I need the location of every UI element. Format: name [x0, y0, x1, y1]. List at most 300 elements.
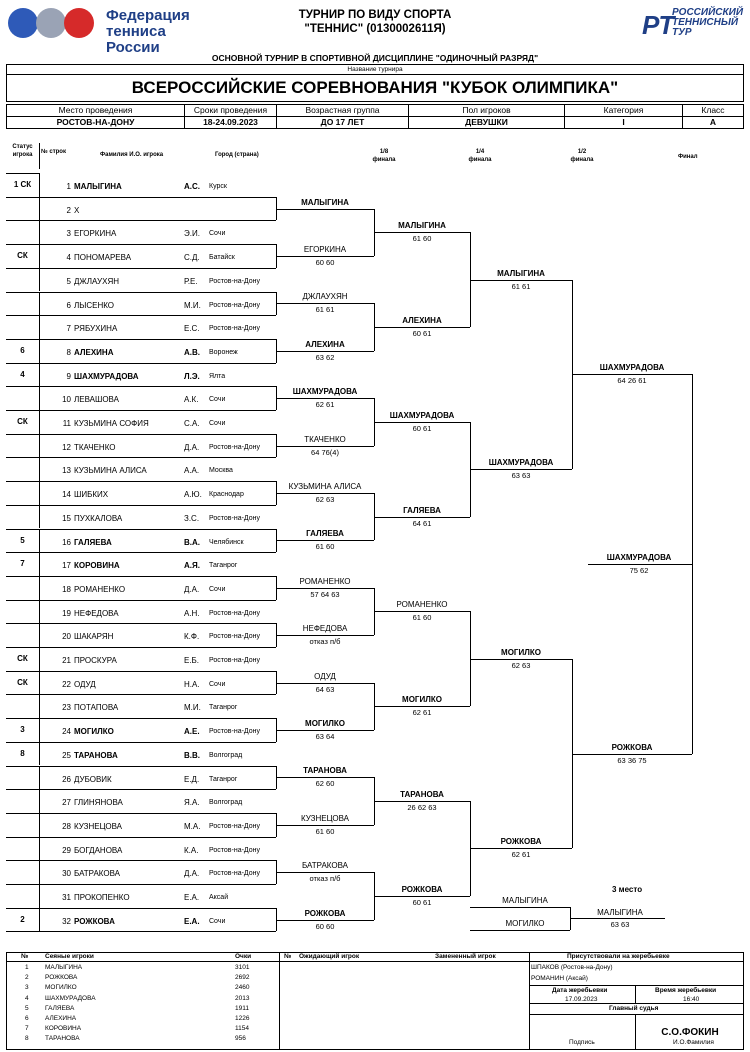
player-line-number: 14: [62, 490, 71, 500]
col-qf: 1/4 финала: [468, 149, 492, 163]
player-status: 2: [6, 908, 40, 932]
player-city: Сочи: [209, 917, 226, 925]
draw-date: 17.09.2023: [565, 996, 598, 1003]
player-line-number: 4: [66, 253, 71, 263]
player-city: Ростов-на-Дону: [209, 514, 260, 522]
col-sf: 1/2 финала: [570, 149, 594, 163]
player-city: Таганрог: [209, 704, 238, 712]
player-name: ГАЛЯЕВА: [74, 537, 112, 547]
player-row: [6, 197, 276, 221]
player-status: 7: [6, 552, 40, 576]
third-place-player1: МАЛЫГИНА: [502, 896, 548, 905]
draw-time: 16:40: [683, 996, 700, 1003]
qf-score: 60 61: [412, 329, 432, 339]
player-name: ШАКАРЯН: [74, 632, 114, 642]
player-row: [6, 552, 276, 576]
r16-winner: ОДУД: [314, 671, 336, 681]
sf-winner: ШАХМУРАДОВА: [488, 458, 554, 468]
r16-winner: ДЖЛАУХЯН: [302, 292, 348, 302]
player-line-number: 25: [62, 750, 71, 760]
info-label-place: Место проведения: [7, 105, 185, 116]
seed-points: 1226: [235, 1015, 250, 1022]
player-status: [6, 268, 40, 292]
r16-winner: МОГИЛКО: [305, 718, 345, 728]
player-status: [6, 837, 40, 861]
r16-winner: ЕГОРКИНА: [303, 244, 347, 254]
player-status: 6: [6, 339, 40, 363]
rtt-logo: [642, 6, 742, 42]
player-row: [6, 766, 276, 790]
player-status: СК: [6, 671, 40, 695]
r16-score: 62 61: [315, 400, 335, 410]
r16-score: отказ п/б: [309, 637, 341, 647]
player-name: НЕФЕДОВА: [74, 608, 119, 618]
player-city: Батайск: [209, 254, 235, 262]
player-line-number: 2: [66, 205, 71, 215]
player-name: ТКАЧЕНКО: [74, 442, 116, 452]
qf-winner: МАЛЫГИНА: [398, 221, 446, 231]
r16-score: 61 60: [315, 542, 335, 552]
r16-score: 62 60: [315, 779, 335, 789]
qf-winner: ТАРАНОВА: [400, 790, 444, 800]
r16-winner: МАЛЫГИНА: [301, 197, 349, 207]
player-line-number: 23: [62, 703, 71, 713]
champion-score: 75 62: [629, 566, 649, 576]
player-status: [6, 481, 40, 505]
player-status: [6, 220, 40, 244]
qf-score: 61 60: [412, 613, 432, 623]
player-row: [6, 173, 276, 197]
player-line-number: 27: [62, 798, 71, 808]
champion-name: ШАХМУРАДОВА: [606, 553, 672, 563]
player-row: [6, 742, 276, 766]
player-initials: М.И.: [184, 300, 201, 310]
player-city: Ростов-на-Дону: [209, 443, 260, 451]
player-line-number: 32: [62, 916, 71, 926]
player-city: Ростов-на-Дону: [209, 728, 260, 736]
r16-score: 60 60: [315, 257, 335, 267]
player-row: [6, 694, 276, 718]
final-score: 63 36 75: [617, 755, 647, 765]
player-line-number: 11: [62, 419, 71, 428]
player-name: МОГИЛКО: [74, 727, 114, 737]
r16-winner: КУЗНЕЦОВА: [301, 813, 349, 823]
col-name: Фамилия И.О. игрока: [100, 152, 164, 158]
tennis-ball-icon: [8, 8, 38, 38]
info-value-class: А: [709, 117, 717, 127]
player-city: Волгоград: [209, 799, 243, 807]
player-line-number: 9: [66, 371, 71, 381]
r16-winner: РОЖКОВА: [304, 908, 346, 918]
player-line-number: 6: [66, 300, 71, 310]
player-initials: Е.Д.: [184, 774, 200, 784]
player-initials: В.А.: [184, 537, 200, 547]
qf-score: 64 61: [412, 518, 432, 528]
present-header: Присутствовали на жеребьевке: [567, 953, 670, 960]
player-city: Ялта: [209, 372, 226, 380]
player-line-number: 7: [66, 324, 71, 334]
third-place-label: 3 место: [612, 885, 643, 894]
player-city: Волгоград: [209, 751, 243, 759]
player-status: СК: [6, 244, 40, 268]
player-name: ОДУД: [74, 679, 96, 689]
player-line-number: 13: [62, 466, 71, 476]
player-name: АЛЕХИНА: [74, 347, 114, 357]
info-value-gender: ДЕВУШКИ: [409, 117, 565, 128]
federation-logo: [8, 6, 223, 56]
tournament-line2: "ТЕННИС" (0130002611Я): [304, 23, 446, 35]
player-line-number: 19: [62, 608, 71, 618]
player-city: Сочи: [209, 420, 226, 427]
player-initials: К.А.: [184, 845, 199, 855]
player-initials: Е.А.: [184, 916, 200, 926]
player-line-number: 29: [62, 845, 71, 855]
player-line-number: 15: [62, 513, 71, 523]
rtt-line3: ТУР: [672, 27, 692, 38]
info-value-place: РОСТОВ-НА-ДОНУ: [7, 117, 185, 128]
player-initials: М.И.: [184, 703, 201, 713]
player-name: КУЗЬМИНА СОФИЯ: [74, 419, 149, 428]
player-initials: Л.Э.: [184, 371, 200, 381]
seed-points: 1911: [235, 1004, 249, 1012]
player-line-number: 16: [62, 537, 71, 547]
qf-winner: МОГИЛКО: [402, 695, 442, 705]
seed-name: ТАРАНОВА: [45, 1035, 80, 1043]
federation-line1: Федерация: [106, 7, 190, 24]
third-place-score: 63 63: [610, 920, 630, 929]
player-city: Ростов-на-Дону: [209, 633, 260, 641]
seed-points: 3101: [235, 964, 250, 971]
player-initials: Я.А.: [184, 798, 200, 808]
player-initials: С.А.: [184, 419, 200, 428]
player-status: [6, 600, 40, 624]
player-city: Ростов-на-Дону: [209, 301, 260, 309]
player-line-number: 24: [62, 727, 71, 737]
seed-name: МОГИЛКО: [45, 984, 77, 992]
player-initials: А.Н.: [184, 608, 200, 618]
info-table: [6, 104, 744, 129]
player-name: МАЛЫГИНА: [74, 182, 122, 191]
player-name: ПРОКОПЕНКО: [74, 893, 130, 902]
player-name: Х: [74, 205, 80, 215]
player-row: [6, 434, 276, 458]
seed-points: 2460: [235, 984, 250, 992]
waiting-num-header: №: [284, 953, 292, 960]
player-row: [6, 718, 276, 742]
player-status: [6, 386, 40, 410]
player-line-number: 5: [66, 276, 71, 286]
draw-date-label: Дата жеребьевки: [552, 987, 608, 994]
player-line-number: 12: [62, 442, 71, 452]
seeded-name-header: Сеяные игроки: [45, 953, 94, 960]
player-status: [6, 694, 40, 718]
player-status: [6, 813, 40, 837]
player-row: [6, 860, 276, 884]
info-label-gender: Пол игроков: [409, 105, 565, 116]
player-row: [6, 623, 276, 647]
player-status: [6, 197, 40, 221]
seed-name: КОРОВИНА: [45, 1025, 82, 1033]
player-name: ЕГОРКИНА: [74, 229, 117, 239]
player-row: [6, 363, 276, 387]
player-name: ШИБКИХ: [74, 490, 109, 500]
qf-score: 60 61: [412, 897, 432, 907]
player-name: ЛЫСЕНКО: [74, 300, 115, 310]
player-initials: Е.А.: [184, 893, 200, 902]
player-name: КУЗЬМИНА АЛИСА: [74, 466, 147, 476]
player-initials: А.Е.: [184, 727, 200, 737]
player-initials: В.В.: [184, 750, 200, 760]
r16-score: 64 63: [315, 684, 335, 694]
player-name: КОРОВИНА: [74, 561, 120, 571]
player-initials: К.Ф.: [184, 632, 200, 642]
r16-score: 57 64 63: [310, 589, 340, 599]
player-line-number: 30: [62, 869, 71, 879]
r16-score: 60 60: [315, 921, 335, 931]
present-person1: ШПАКОВ (Ростов-на-Дону): [531, 964, 613, 971]
player-row: [6, 268, 276, 292]
qf-winner: РОМАНЕНКО: [396, 600, 448, 610]
player-name: ДУБОВИК: [74, 774, 112, 784]
draw-time-label: Время жеребьевки: [655, 987, 717, 994]
player-row: [6, 647, 276, 671]
r16-winner: ТАРАНОВА: [303, 766, 347, 776]
player-name: РОМАНЕНКО: [74, 584, 126, 594]
player-row: [6, 813, 276, 837]
qf-winner: ГАЛЯЕВА: [403, 505, 441, 515]
seed-points: 1154: [235, 1025, 249, 1033]
player-city: Ростов-на-Дону: [209, 609, 260, 617]
player-initials: А.Я.: [184, 561, 200, 571]
player-name: ПОТАПОВА: [74, 703, 119, 713]
qf-score: 62 61: [412, 708, 432, 718]
tennis-ball-icon: [64, 8, 94, 38]
player-row: [6, 529, 276, 553]
player-initials: М.А.: [184, 821, 201, 831]
sf-winner: РОЖКОВА: [500, 837, 542, 847]
player-initials: С.Д.: [184, 253, 200, 263]
info-label-class: Класс: [701, 105, 725, 115]
sf-winner: МОГИЛКО: [501, 647, 541, 657]
r16-score: 61 60: [315, 826, 335, 836]
player-initials: Д.А.: [184, 584, 200, 594]
seed-name: ШАХМУРАДОВА: [45, 994, 96, 1002]
player-city: Краснодар: [209, 491, 244, 499]
player-name: ПРОСКУРА: [74, 656, 117, 665]
seed-number: 4: [25, 994, 29, 1002]
player-status: [6, 434, 40, 458]
sf-score: 62 61: [511, 850, 531, 860]
player-row: [6, 315, 276, 339]
player-status: [6, 576, 40, 600]
tournament-name-box: [6, 64, 744, 102]
qf-winner: РОЖКОВА: [401, 884, 443, 894]
col-status: Статус игрока: [6, 143, 40, 169]
player-city: Ростов-на-Дону: [209, 822, 260, 830]
info-label-dates: Сроки проведения: [185, 105, 277, 116]
player-row: [6, 457, 276, 481]
player-status: 5: [6, 529, 40, 553]
qf-winner: АЛЕХИНА: [402, 316, 442, 326]
player-city: Сочи: [209, 396, 226, 404]
player-status: [6, 789, 40, 813]
player-city: Сочи: [209, 680, 226, 688]
tournament-line1: ТУРНИР ПО ВИДУ СПОРТА: [298, 9, 452, 21]
seed-number: 3: [25, 984, 29, 992]
seed-number: 6: [25, 1015, 29, 1022]
player-city: Ростов-на-Дону: [209, 846, 260, 854]
player-row: [6, 789, 276, 813]
seeded-num-header: №: [21, 953, 29, 960]
player-name: ПОНОМАРЕВА: [74, 253, 132, 263]
player-name: ТАРАНОВА: [74, 750, 118, 760]
qf-score: 61 60: [412, 234, 432, 244]
final-player: ШАХМУРАДОВА: [599, 363, 665, 373]
sf-score: 61 61: [511, 281, 531, 291]
player-city: Курск: [209, 183, 227, 190]
fio-label: И.О.Фамилия: [673, 1039, 714, 1046]
player-name: ГЛИНЯНОВА: [74, 798, 123, 808]
player-row: [6, 576, 276, 600]
final-player: РОЖКОВА: [611, 742, 653, 752]
player-name: КУЗНЕЦОВА: [74, 821, 122, 831]
player-status: [6, 315, 40, 339]
player-status: 4: [6, 363, 40, 387]
col-number: № строк: [41, 149, 66, 155]
seed-points: 956: [235, 1035, 246, 1043]
info-value-dates: 18-24.09.2023: [185, 117, 277, 128]
player-name: РЯБУХИНА: [74, 324, 118, 334]
player-name: ШАХМУРАДОВА: [74, 371, 139, 381]
player-row: [6, 884, 276, 908]
player-status: [6, 860, 40, 884]
info-value-age: ДО 17 ЛЕТ: [277, 117, 409, 128]
seed-number: 1: [25, 964, 29, 971]
player-city: Ростов-на-Дону: [209, 870, 260, 878]
player-initials: З.С.: [184, 513, 200, 523]
seeded-points-header: Очки: [235, 953, 252, 960]
player-city: Ростов-на-Дону: [209, 277, 260, 285]
player-row: [6, 908, 276, 932]
judge-name: С.О.ФОКИН: [661, 1027, 719, 1038]
player-line-number: 10: [62, 395, 71, 405]
player-city: Ростов-на-Дону: [209, 657, 260, 664]
player-city: Таганрог: [209, 775, 238, 783]
player-status: 8: [6, 742, 40, 766]
sf-score: 63 63: [511, 471, 531, 481]
player-line-number: 26: [62, 774, 71, 784]
r16-score: 61 61: [315, 305, 335, 315]
player-status: 3: [6, 718, 40, 742]
col-final: Финал: [678, 154, 698, 160]
player-row: [6, 339, 276, 363]
player-initials: Е.С.: [184, 324, 200, 334]
r16-score: 64 76(4): [311, 447, 339, 457]
player-line-number: 28: [62, 821, 71, 831]
player-status: [6, 623, 40, 647]
col-r16: 1/8 финала: [372, 149, 396, 163]
seed-name: ГАЛЯЕВА: [45, 1004, 75, 1012]
player-status: 1 СК: [6, 173, 40, 197]
seed-name: РОЖКОВА: [45, 974, 78, 982]
seed-name: МАЛЫГИНА: [45, 964, 83, 971]
player-status: [6, 292, 40, 316]
player-row: [6, 671, 276, 695]
seed-number: 5: [25, 1004, 29, 1012]
player-name: ДЖЛАУХЯН: [74, 276, 120, 286]
third-place-winner: МАЛЫГИНА: [597, 908, 643, 917]
player-city: Аксай: [209, 894, 229, 901]
player-row: [6, 220, 276, 244]
final-score: 64 26 61: [617, 376, 647, 386]
seed-points: 2013: [235, 994, 250, 1002]
player-status: [6, 766, 40, 790]
replaced-header: Замененный игрок: [435, 953, 496, 960]
col-city: Город (страна): [215, 152, 259, 158]
player-line-number: 31: [62, 893, 71, 902]
player-city: Сочи: [209, 585, 226, 593]
sf-winner: МАЛЫГИНА: [497, 268, 545, 278]
r16-winner: ШАХМУРАДОВА: [292, 387, 358, 397]
info-label-category: Категория: [565, 105, 683, 116]
player-initials: Э.И.: [184, 229, 200, 239]
seed-number: 8: [25, 1035, 29, 1043]
player-name: БОГДАНОВА: [74, 845, 123, 855]
player-initials: Д.А.: [184, 442, 200, 452]
player-status: [6, 884, 40, 908]
player-row: [6, 481, 276, 505]
third-place-player2: МОГИЛКО: [505, 919, 545, 928]
player-city: Сочи: [209, 230, 226, 238]
player-name: ПУХКАЛОВА: [74, 513, 123, 523]
seed-name: АЛЕХИНА: [45, 1015, 77, 1022]
player-status: [6, 505, 40, 529]
player-initials: А.К.: [184, 395, 199, 405]
r16-winner: КУЗЬМИНА АЛИСА: [288, 481, 362, 491]
player-line-number: 18: [62, 584, 71, 594]
player-city: Челябинск: [209, 538, 244, 546]
tennis-ball-icon: [36, 8, 66, 38]
player-line-number: 8: [66, 347, 71, 357]
r16-winner: РОМАНЕНКО: [299, 576, 351, 586]
rtt-line1: РОССИЙСКИЙ: [672, 7, 744, 18]
rtt-line2: ТЕННИСНЫЙ: [672, 17, 739, 28]
signature-label: Подпись: [569, 1039, 595, 1046]
seed-points: 2692: [235, 974, 250, 982]
judge-label: Главный судья: [609, 1005, 659, 1012]
player-status: СК: [6, 410, 40, 434]
player-initials: Е.Б.: [184, 656, 200, 665]
player-initials: А.В.: [184, 347, 200, 357]
player-row: [6, 410, 276, 434]
r16-winner: БАТРАКОВА: [301, 861, 348, 871]
r16-winner: ГАЛЯЕВА: [306, 529, 344, 539]
player-line-number: 20: [62, 632, 71, 642]
footer-table: [6, 952, 744, 1050]
player-initials: А.А.: [184, 466, 200, 476]
seed-number: 7: [25, 1025, 29, 1033]
player-status: СК: [6, 647, 40, 671]
player-city: Москва: [209, 467, 233, 475]
player-initials: Д.А.: [184, 869, 200, 879]
sf-score: 62 63: [511, 660, 531, 670]
player-city: Таганрог: [209, 562, 238, 570]
r16-winner: ТКАЧЕНКО: [304, 434, 346, 444]
player-line-number: 21: [62, 656, 71, 665]
tournament-name-label: Название турнира: [7, 65, 743, 75]
player-city: Воронеж: [209, 348, 238, 356]
info-value-category: I: [565, 117, 683, 128]
